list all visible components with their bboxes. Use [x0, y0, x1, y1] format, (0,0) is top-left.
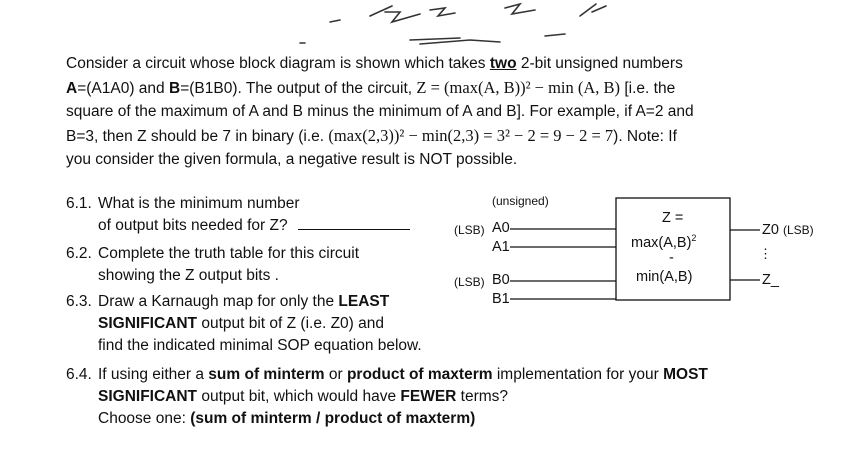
block-diagram: [440, 190, 840, 320]
intro-line-5: you consider the given formula, a negative result is NOT possible.: [66, 151, 518, 168]
intro-text: B=3, then Z should be 7 in binary (i.e.: [66, 127, 329, 145]
intro-text: =(A1A0) and: [77, 79, 169, 97]
question-6-2: [66, 243, 446, 287]
question-text: implementation for your: [492, 366, 664, 383]
question-text: Complete the truth table for this circuit: [98, 245, 360, 262]
option-product-of-maxterm: product of maxterm: [346, 366, 493, 383]
question-text: Draw a Karnaugh map for only the: [98, 293, 339, 310]
unsigned-label: (unsigned): [492, 194, 549, 208]
question-text: If using either a: [98, 366, 209, 383]
block-min-expr: min(A,B): [636, 269, 693, 285]
question-text: find the indicated minimal SOP equation below.: [98, 337, 422, 354]
intro-text: [i.e. the: [620, 79, 676, 97]
question-text: [66, 408, 836, 430]
block-max-expr: [631, 230, 696, 251]
choice-options[interactable]: (sum of minterm / product of maxterm): [190, 410, 476, 427]
question-number: 6.3.: [66, 293, 92, 310]
emphasis-two: two: [489, 55, 517, 72]
emphasis-significant: SIGNIFICANT: [98, 315, 198, 332]
question-6-4: [66, 364, 836, 430]
input-b0-label: B0: [492, 272, 510, 288]
var-b: B: [168, 79, 181, 97]
lsb-label-z: (LSB): [782, 223, 814, 237]
formula-example: (max(2,3))² − min(2,3) = 3² − 2 = 9 − 2 = 7: [328, 125, 614, 145]
block-minus: -: [669, 250, 674, 266]
max-expression: max(A,B): [631, 234, 692, 251]
question-text: [66, 215, 446, 237]
intro-line-3: square of the maximum of A and B minus the minimum of A and B]. For example, if A=2 and: [66, 103, 694, 120]
question-number: 6.1.: [66, 195, 92, 212]
question-text: [66, 386, 836, 408]
intro-text: Consider a circuit whose block diagram is shown which takes: [66, 55, 490, 72]
var-a: A: [66, 79, 78, 97]
emphasis-fewer: FEWER: [400, 388, 457, 405]
question-text: showing the Z output bits .: [98, 267, 279, 284]
question-6-1: [66, 193, 446, 237]
ellipsis-vertical: ⋮: [759, 246, 772, 261]
option-sum-of-minterm: sum of minterm: [208, 366, 325, 383]
intro-line-1: [66, 52, 796, 76]
output-z0: [762, 222, 814, 238]
handwritten-scribble: [0, 0, 855, 60]
intro-line-4: [66, 124, 796, 149]
question-6-3: [66, 291, 486, 357]
question-text: What is the minimum number: [98, 195, 300, 212]
input-b1-label: B1: [492, 291, 510, 307]
intro-text: 2-bit unsigned numbers: [516, 55, 683, 72]
formula-main: Z = (max(A, B))² − min (A, B): [416, 77, 621, 97]
question-text: Choose one:: [98, 410, 191, 427]
emphasis-most: MOST: [663, 366, 708, 383]
question-text: output bit, which would have: [197, 388, 401, 405]
block-z-equals: Z =: [662, 210, 684, 226]
question-text: output bit of Z (i.e. Z0) and: [197, 315, 384, 332]
question-text: [66, 313, 486, 335]
output-z0-label: Z0: [762, 222, 779, 238]
intro-text: ). Note: If: [613, 127, 677, 145]
question-number: 6.4.: [66, 366, 92, 383]
question-number: 6.2.: [66, 245, 92, 262]
intro-text: =(B1B0). The output of the circuit,: [180, 79, 417, 97]
intro-line-2: [66, 76, 796, 101]
question-text: terms?: [456, 388, 509, 405]
emphasis-significant: SIGNIFICANT: [98, 388, 198, 405]
question-text: of output bits needed for Z?: [98, 217, 288, 234]
answer-blank[interactable]: [298, 228, 410, 230]
problem-statement: [66, 52, 796, 172]
input-a1-label: A1: [492, 239, 510, 255]
square-exponent: 2: [691, 233, 697, 243]
question-text: or: [324, 366, 347, 383]
lsb-label-b: (LSB): [454, 275, 485, 289]
output-z-msb-label: Z_: [762, 272, 779, 288]
lsb-label-a: (LSB): [454, 223, 485, 237]
input-a0-label: A0: [492, 220, 510, 236]
emphasis-least: LEAST: [338, 293, 390, 310]
